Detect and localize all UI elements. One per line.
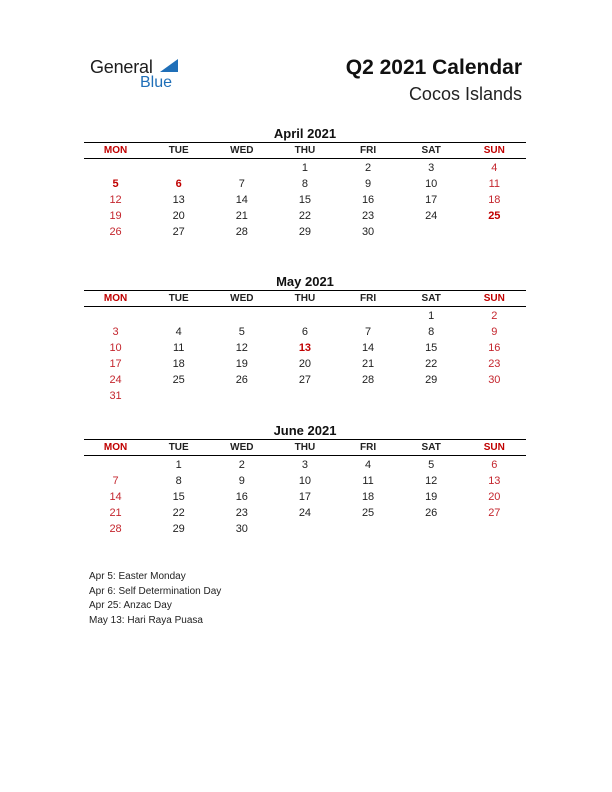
month-grid bbox=[84, 142, 526, 240]
empty-day-cell bbox=[463, 521, 526, 537]
weekday-header: MON bbox=[103, 293, 128, 304]
day-cell: 10 bbox=[425, 178, 438, 190]
weekday-header: THU bbox=[294, 442, 316, 453]
day-cell: 18 bbox=[488, 194, 501, 206]
weekday-header: MON bbox=[103, 442, 128, 453]
day-cell: 25 bbox=[488, 210, 501, 222]
holiday-note: Apr 25: Anzac Day bbox=[89, 600, 172, 611]
weekday-header: FRI bbox=[360, 145, 377, 156]
empty-day-cell bbox=[273, 308, 336, 324]
day-cell: 22 bbox=[298, 210, 312, 222]
day-cell: 19 bbox=[425, 491, 438, 503]
week-row bbox=[84, 356, 526, 372]
empty-day-cell bbox=[337, 388, 400, 404]
empty-day-cell bbox=[84, 160, 147, 176]
holiday-notes bbox=[89, 570, 221, 628]
day-cell: 19 bbox=[235, 358, 248, 370]
day-cell: 17 bbox=[298, 491, 312, 503]
day-cell: 6 bbox=[175, 178, 182, 190]
day-cell: 5 bbox=[238, 326, 245, 338]
month-grid bbox=[84, 290, 526, 404]
day-cell: 21 bbox=[361, 358, 375, 370]
week-row bbox=[84, 192, 526, 208]
day-cell: 1 bbox=[301, 162, 308, 174]
day-cell: 30 bbox=[235, 523, 248, 535]
holiday-note: May 13: Hari Raya Puasa bbox=[89, 614, 203, 626]
generalblue-logo bbox=[90, 56, 190, 96]
day-cell: 15 bbox=[172, 491, 185, 503]
day-cell: 26 bbox=[235, 374, 248, 386]
month-grid bbox=[84, 439, 526, 537]
day-cell: 2 bbox=[238, 459, 245, 471]
empty-day-cell bbox=[273, 521, 336, 537]
month-block bbox=[84, 125, 526, 240]
day-cell: 13 bbox=[488, 475, 501, 487]
month-title: June 2021 bbox=[273, 423, 337, 438]
weekday-header: WED bbox=[230, 442, 254, 453]
day-cell: 4 bbox=[175, 326, 182, 338]
day-cell: 18 bbox=[172, 358, 185, 370]
day-cell: 10 bbox=[298, 475, 312, 487]
weekday-header: TUE bbox=[168, 145, 189, 156]
week-row bbox=[84, 521, 526, 537]
day-cell: 16 bbox=[235, 491, 248, 503]
empty-day-cell bbox=[337, 308, 400, 324]
empty-day-cell bbox=[400, 521, 463, 537]
day-cell: 28 bbox=[235, 226, 248, 238]
day-cell: 3 bbox=[428, 162, 435, 174]
empty-day-cell bbox=[400, 388, 463, 404]
day-cell: 21 bbox=[235, 210, 248, 222]
weekday-header: TUE bbox=[168, 293, 189, 304]
weekday-header: SAT bbox=[421, 293, 441, 304]
empty-day-cell bbox=[210, 160, 273, 176]
day-cell: 9 bbox=[491, 326, 498, 338]
empty-day-cell bbox=[147, 388, 210, 404]
day-cell: 29 bbox=[298, 226, 312, 238]
day-cell: 30 bbox=[488, 374, 501, 386]
empty-day-cell bbox=[210, 388, 273, 404]
day-cell: 13 bbox=[298, 342, 312, 354]
week-row bbox=[84, 388, 526, 404]
empty-day-cell bbox=[210, 308, 273, 324]
day-cell: 1 bbox=[428, 310, 435, 322]
day-cell: 20 bbox=[488, 491, 501, 503]
day-cell: 24 bbox=[425, 210, 438, 222]
empty-day-cell bbox=[463, 388, 526, 404]
weekday-header: SUN bbox=[483, 145, 505, 156]
weekday-header: MON bbox=[103, 145, 128, 156]
weekday-header: WED bbox=[230, 293, 254, 304]
day-cell: 30 bbox=[361, 226, 375, 238]
day-cell: 20 bbox=[298, 358, 312, 370]
empty-day-cell bbox=[147, 308, 210, 324]
day-cell: 22 bbox=[425, 358, 438, 370]
logo-flag-icon bbox=[160, 59, 178, 72]
day-cell: 7 bbox=[365, 326, 372, 338]
weekday-header: SAT bbox=[421, 442, 441, 453]
weekday-header: FRI bbox=[360, 293, 377, 304]
day-cell: 25 bbox=[172, 374, 185, 386]
day-cell: 6 bbox=[491, 459, 498, 471]
day-cell: 15 bbox=[298, 194, 312, 206]
week-row bbox=[84, 308, 526, 324]
holiday-note: Apr 5: Easter Monday bbox=[89, 571, 186, 582]
day-cell: 14 bbox=[109, 491, 122, 503]
day-cell: 1 bbox=[175, 459, 182, 471]
weekday-header: WED bbox=[230, 145, 254, 156]
day-cell: 23 bbox=[488, 358, 501, 370]
day-cell: 5 bbox=[428, 459, 435, 471]
day-cell: 12 bbox=[235, 342, 248, 354]
week-row bbox=[84, 489, 526, 505]
day-cell: 29 bbox=[425, 374, 438, 386]
day-cell: 23 bbox=[235, 507, 248, 519]
day-cell: 17 bbox=[425, 194, 438, 206]
weekday-header-row bbox=[84, 440, 526, 456]
day-cell: 23 bbox=[361, 210, 375, 222]
day-cell: 17 bbox=[109, 358, 122, 370]
day-cell: 8 bbox=[428, 326, 435, 338]
weekday-header-row bbox=[84, 291, 526, 307]
weekday-header: SUN bbox=[483, 293, 505, 304]
day-cell: 12 bbox=[109, 194, 122, 206]
day-cell: 25 bbox=[361, 507, 375, 519]
empty-day-cell bbox=[337, 521, 400, 537]
weekday-header-row bbox=[84, 143, 526, 159]
day-cell: 16 bbox=[488, 342, 501, 354]
day-cell: 11 bbox=[362, 475, 374, 487]
day-cell: 26 bbox=[425, 507, 438, 519]
month-title: May 2021 bbox=[276, 274, 334, 289]
week-row bbox=[84, 505, 526, 521]
empty-day-cell bbox=[273, 388, 336, 404]
day-cell: 24 bbox=[109, 374, 122, 386]
day-cell: 11 bbox=[488, 178, 501, 190]
day-cell: 19 bbox=[109, 210, 122, 222]
day-cell: 3 bbox=[301, 459, 308, 471]
day-cell: 9 bbox=[238, 475, 245, 487]
day-cell: 4 bbox=[365, 459, 372, 471]
holiday-note: Apr 6: Self Determination Day bbox=[89, 585, 222, 597]
empty-day-cell bbox=[147, 160, 210, 176]
weekday-header: THU bbox=[294, 145, 316, 156]
day-cell: 7 bbox=[112, 475, 119, 487]
day-cell: 16 bbox=[361, 194, 375, 206]
page-subtitle: Cocos Islands bbox=[408, 84, 522, 104]
logo-text-blue: Blue bbox=[140, 74, 173, 91]
day-cell: 28 bbox=[361, 374, 375, 386]
week-row bbox=[84, 473, 526, 489]
day-cell: 9 bbox=[365, 178, 372, 190]
month-block bbox=[84, 273, 526, 404]
day-cell: 8 bbox=[175, 475, 182, 487]
day-cell: 24 bbox=[298, 507, 312, 519]
empty-day-cell bbox=[84, 457, 147, 473]
day-cell: 2 bbox=[365, 162, 372, 174]
week-row bbox=[84, 457, 526, 473]
week-row bbox=[84, 224, 526, 240]
day-cell: 20 bbox=[172, 210, 185, 222]
day-cell: 31 bbox=[109, 390, 122, 402]
day-cell: 6 bbox=[301, 326, 308, 338]
day-cell: 3 bbox=[112, 326, 119, 338]
day-cell: 11 bbox=[172, 342, 185, 354]
month-block bbox=[84, 422, 526, 537]
weekday-header: SUN bbox=[483, 442, 505, 453]
day-cell: 8 bbox=[301, 178, 308, 190]
day-cell: 12 bbox=[425, 475, 438, 487]
weekday-header: FRI bbox=[360, 442, 377, 453]
empty-day-cell bbox=[463, 224, 526, 240]
week-row bbox=[84, 372, 526, 388]
day-cell: 4 bbox=[491, 162, 498, 174]
day-cell: 10 bbox=[109, 342, 122, 354]
day-cell: 7 bbox=[238, 178, 245, 190]
empty-day-cell bbox=[84, 308, 147, 324]
day-cell: 13 bbox=[172, 194, 185, 206]
day-cell: 15 bbox=[425, 342, 438, 354]
empty-day-cell bbox=[400, 224, 463, 240]
day-cell: 22 bbox=[172, 507, 185, 519]
day-cell: 27 bbox=[298, 374, 312, 386]
day-cell: 14 bbox=[361, 342, 375, 354]
day-cell: 27 bbox=[488, 507, 501, 519]
week-row bbox=[84, 176, 526, 192]
day-cell: 26 bbox=[109, 226, 122, 238]
weekday-header: SAT bbox=[421, 145, 441, 156]
day-cell: 29 bbox=[172, 523, 185, 535]
logo-text-general: General bbox=[90, 57, 153, 77]
day-cell: 2 bbox=[491, 310, 498, 322]
week-row bbox=[84, 160, 526, 176]
day-cell: 21 bbox=[109, 507, 122, 519]
day-cell: 14 bbox=[235, 194, 248, 206]
day-cell: 5 bbox=[112, 178, 119, 190]
week-row bbox=[84, 324, 526, 340]
day-cell: 27 bbox=[172, 226, 185, 238]
page-title: Q2 2021 Calendar bbox=[345, 56, 522, 79]
month-title: April 2021 bbox=[273, 126, 337, 141]
week-row bbox=[84, 340, 526, 356]
weekday-header: THU bbox=[294, 293, 316, 304]
day-cell: 18 bbox=[361, 491, 375, 503]
day-cell: 28 bbox=[109, 523, 122, 535]
week-row bbox=[84, 208, 526, 224]
weekday-header: TUE bbox=[168, 442, 189, 453]
